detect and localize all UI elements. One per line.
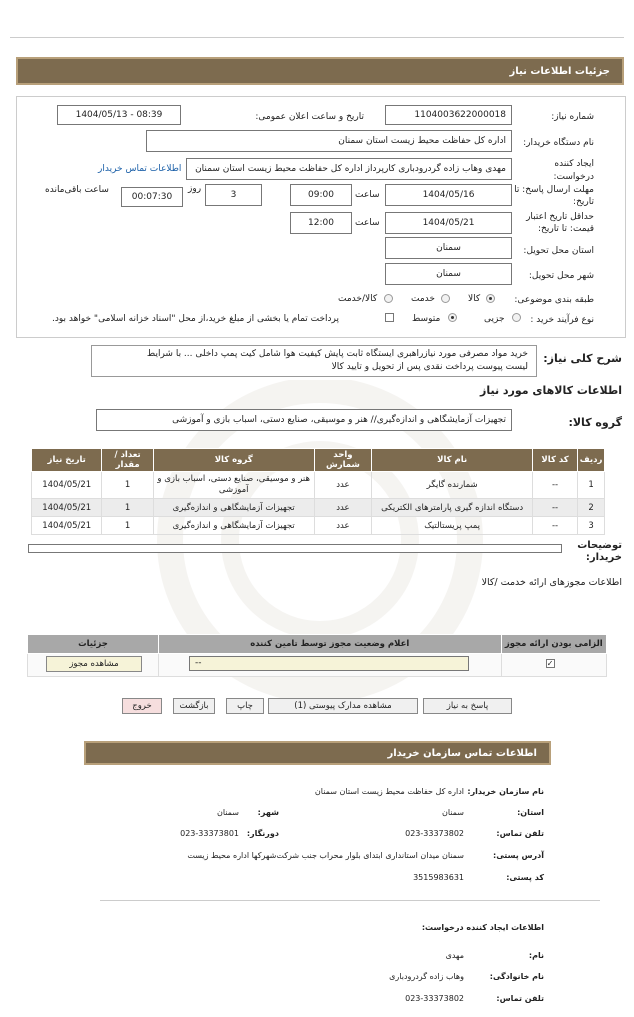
licenses-table [27,634,607,677]
lic-col-status: اعلام وضعیت مجوز توسط تامین کننده [158,635,501,654]
cell-qty: 1 [102,499,153,517]
cell-date: 1404/05/21 [32,499,102,517]
col-code: کد کالا [532,449,577,472]
license-status-field[interactable]: -- [189,656,469,671]
validity-hour-label: ساعت [355,218,380,228]
address-label: آدرس پستی: [493,851,544,860]
top-divider [10,37,624,38]
lic-details-cell [28,654,159,677]
org-value: اداره کل حفاظت محیط زیست استان سمنان [314,787,464,796]
city-field: سمنان [385,263,512,285]
cell-code: -- [532,472,577,499]
contact-fax-label: دورنگار: [246,829,279,838]
deadline-label: مهلت ارسال پاسخ: تا تاریخ: [514,185,594,207]
need-number-field: 1104003622000018 [385,105,512,125]
lic-col-details: جزئیات [28,635,159,654]
items-table-header [32,449,605,472]
postal-label: کد پستی: [506,873,544,882]
days-field: 3 [205,184,262,206]
license-row [28,654,607,677]
cell-unit: عدد [314,472,372,499]
cell-index: 3 [578,517,605,535]
table-row [32,472,605,499]
lic-required-cell [501,654,606,677]
validity-label: حداقل تاریخ اعتبار قیمت: تا تاریخ: [526,212,594,234]
remaining-time-field: 00:07:30 [121,187,183,207]
col-group: گروه کالا [153,449,314,472]
summary-box [91,345,537,377]
validity-date-field: 1404/05/21 [385,212,512,234]
validity-time-field: 12:00 [290,212,352,234]
cell-name: شمارنده گایگر [372,472,533,499]
cell-date: 1404/05/21 [32,517,102,535]
license-required-checkbox: ✓ [546,659,554,668]
cell-unit: عدد [314,499,372,517]
cell-group: تجهیزات آزمایشگاهی و اندازه‌گیری [153,499,314,517]
category-radio-service[interactable] [441,294,450,303]
category-option-both: کالا/خدمت [338,294,378,304]
exit-button[interactable]: خروج [122,698,162,714]
col-qty: تعداد / مقدار [102,449,153,472]
process-radio-minor[interactable] [512,313,521,322]
city-label: شهر محل تحویل: [528,271,594,281]
contact-city-label: شهر: [257,808,279,817]
group-label: گروه کالا: [568,416,622,429]
contact-title: اطلاعات تماس سازمان خریدار [387,748,537,759]
days-label: روز [188,184,202,194]
province-field: سمنان [385,237,512,259]
cell-name: پمپ پریستالتیک [372,517,533,535]
cell-qty: 1 [102,472,153,499]
cell-unit: عدد [314,517,372,535]
lic-col-required: الزامی بودن ارائه مجوز [501,635,606,654]
buyer-label: نام دستگاه خریدار: [523,138,594,148]
back-button[interactable]: بازگشت [173,698,215,714]
creator-name-label: نام: [528,951,544,960]
category-option-goods: کالا [468,294,481,304]
cell-date: 1404/05/21 [32,472,102,499]
process-option-medium: متوسط [412,314,441,324]
lic-status-cell [158,654,501,677]
remaining-label: ساعت باقی‌مانده [45,185,109,195]
category-label: طبقه بندی موضوعی: [514,295,594,305]
summary-label: شرح کلی نیاز: [543,352,622,365]
address-value: سمنان میدان استانداری ابتدای بلوار محراب جنب شرکت‌شهرکها اداره محیط زیست [187,851,464,860]
creator-label: ایجاد کننده درخواست: [553,159,594,182]
reply-button[interactable]: پاسخ به نیاز [423,698,512,714]
contact-city-value: سمنان [216,808,239,817]
contact-phone-label: تلفن تماس: [496,829,544,838]
cell-code: -- [532,517,577,535]
deadline-time-field: 09:00 [290,184,352,206]
page-title: جزئیات اطلاعات نیاز [509,66,610,77]
cell-code: -- [532,499,577,517]
contact-province-label: استان: [517,808,544,817]
cell-index: 2 [578,499,605,517]
deadline-date-field: 1404/05/16 [385,184,512,206]
summary-line-2: لیست پیوست پرداخت نقدی پس از تحویل و تایید کالا [331,362,528,372]
col-index: ردیف [578,449,605,472]
col-name: نام کالا [372,449,533,472]
creator-family-label: نام خانوادگی: [489,972,544,981]
announce-label: تاریخ و ساعت اعلان عمومی: [255,112,364,122]
org-label: نام سازمان خریدار: [467,787,544,796]
process-radio-medium[interactable] [448,313,457,322]
goods-section-title: اطلاعات کالاهای مورد نیاز [480,384,622,397]
contact-divider [100,900,600,901]
postal-value: 3515983631 [413,873,464,882]
category-option-service: خدمت [411,294,435,304]
contact-phone-value: 023-33373802 [405,829,464,838]
buyer-field: اداره کل حفاظت محیط زیست استان سمنان [146,130,512,152]
creator-phone-label: تلفن تماس: [496,994,544,1003]
buyer-contact-link[interactable]: اطلاعات تماس خریدار [98,164,182,174]
licenses-title: اطلاعات مجوزهای ارائه خدمت /کالا [481,577,622,588]
summary-line-1: خرید مواد مصرفی مورد نیازراهبری ایستگاه ثابت پایش کیفیت هوا شامل کیت پمپ داخلی ... با شرایط [146,349,528,359]
view-license-button[interactable]: مشاهده مجوز [46,656,142,672]
licenses-header [28,635,607,654]
items-table [31,448,605,535]
table-row [32,499,605,517]
buyer-notes-label: توضیحات خریدار: [577,540,622,563]
group-field: تجهیزات آزمایشگاهی و اندازه‌گیری// هنر و موسیقی، صنایع دستی، اسباب بازی و آموزشی [96,409,512,431]
col-date: تاریخ نیاز [32,449,102,472]
process-label: نوع فرآیند خرید : [530,315,594,325]
province-label: استان محل تحویل: [523,246,594,256]
page-header [16,57,624,85]
view-attachments-button[interactable]: مشاهده مدارک پیوستی (1) [268,698,418,714]
contact-province-value: سمنان [441,808,464,817]
cell-group: هنر و موسیقی، صنایع دستی، اسباب بازی و آموزشی [153,472,314,499]
cell-group: تجهیزات آزمایشگاهی و اندازه‌گیری [153,517,314,535]
need-number-label: شماره نیاز: [551,112,594,122]
buyer-notes-field [28,544,562,553]
cell-qty: 1 [102,517,153,535]
announce-field: 1404/05/13 - 08:39 [57,105,181,125]
creator-family-value: وهاب زاده گردرودباری [389,972,464,981]
category-radio-both[interactable] [384,294,393,303]
table-row [32,517,605,535]
creator-name-value: مهدی [445,951,464,960]
payment-note: پرداخت تمام یا بخشی از مبلغ خرید،از محل "اسناد خزانه اسلامی" خواهد بود. [52,314,340,324]
cell-index: 1 [578,472,605,499]
process-option-minor: جزیی [484,314,505,324]
creator-phone-value: 023-33373802 [405,994,464,1003]
contact-fax-value: 023-33373801 [180,829,239,838]
cell-name: دستگاه اندازه گیری پارامترهای الکتریکی [372,499,533,517]
creator-field: مهدی وهاب زاده گردرودباری کارپرداز اداره کل حفاظت محیط زیست استان سمنان [186,158,512,180]
category-radio-goods[interactable] [486,294,495,303]
creator-info-title: اطلاعات ایجاد کننده درخواست: [421,923,544,932]
print-button[interactable]: چاپ [226,698,264,714]
deadline-hour-label: ساعت [355,190,380,200]
col-unit: واحد شمارش [314,449,372,472]
contact-header [84,741,551,765]
treasury-checkbox[interactable] [385,313,394,322]
